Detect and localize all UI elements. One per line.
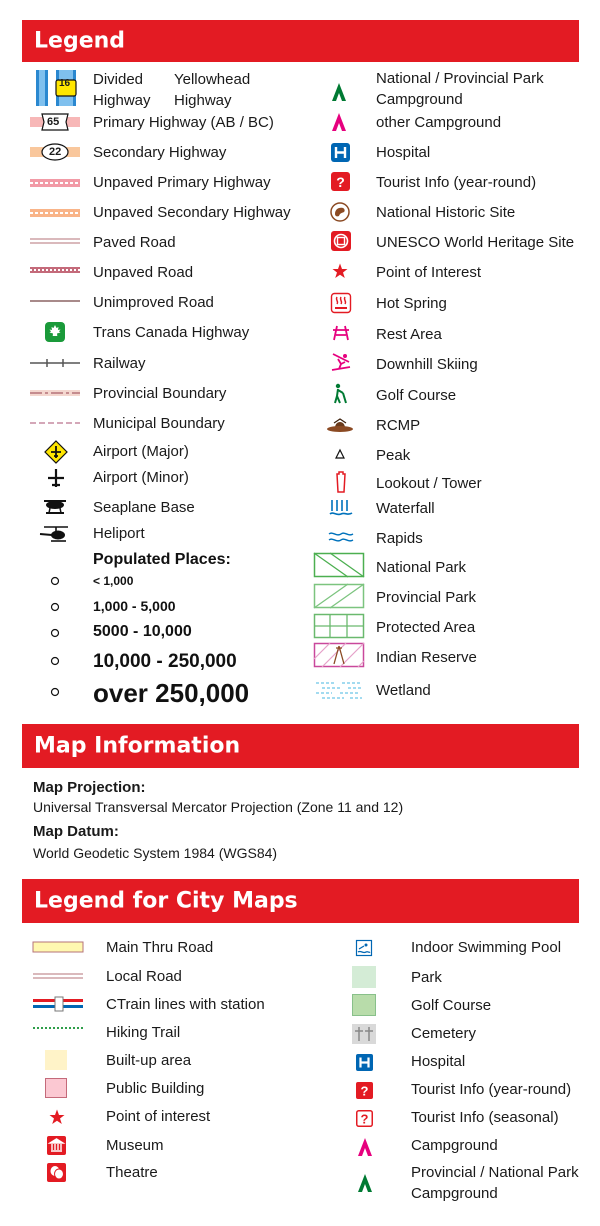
hot-spring-icon bbox=[331, 293, 351, 313]
seaplane-base-label: Seaplane Base bbox=[93, 499, 195, 516]
golf-course-label: Golf Course bbox=[411, 997, 492, 1014]
airport-major-label: Airport (Major) bbox=[93, 443, 189, 460]
main-thru-road-icon bbox=[33, 941, 83, 953]
yellowhead-label-1: Yellowhead bbox=[174, 71, 251, 88]
provincial-boundary-line-icon bbox=[30, 390, 80, 396]
populated-place-size-2: 1,000 - 5,000 bbox=[93, 598, 176, 614]
theatre-icon bbox=[47, 1163, 66, 1182]
provincial-boundary-label: Provincial Boundary bbox=[93, 385, 227, 402]
map-projection-value: Universal Transversal Mercator Projection (Zone 11 and 12) bbox=[33, 799, 404, 815]
park-campground-label-2: Campground bbox=[376, 91, 463, 108]
seaplane-base-icon bbox=[40, 496, 70, 518]
municipal-boundary-label: Municipal Boundary bbox=[93, 415, 225, 432]
unimproved-road-label: Unimproved Road bbox=[93, 294, 214, 311]
star-icon bbox=[332, 263, 348, 279]
local-road-label: Local Road bbox=[106, 968, 182, 985]
map-datum-value: World Geodetic System 1984 (WGS84) bbox=[33, 845, 278, 861]
hiking-trail-icon bbox=[33, 1026, 83, 1030]
unpaved-primary-label: Unpaved Primary Highway bbox=[93, 174, 271, 191]
unimproved-road-line-icon bbox=[30, 298, 80, 304]
point-of-interest-label: Point of interest bbox=[106, 1108, 211, 1125]
star-icon bbox=[49, 1109, 65, 1125]
unesco-site-label: UNESCO World Heritage Site bbox=[376, 234, 575, 251]
campground-label: Campground bbox=[411, 1137, 498, 1154]
unpaved-secondary-highway-line-icon bbox=[30, 208, 80, 218]
tourist-info-seasonal-label: Tourist Info (seasonal) bbox=[411, 1109, 559, 1126]
city-legend-banner bbox=[22, 879, 579, 923]
rcmp-label: RCMP bbox=[376, 417, 421, 434]
wetland-swatch-icon bbox=[314, 680, 364, 702]
secondary-shield-number: 22 bbox=[49, 146, 62, 158]
paved-road-label: Paved Road bbox=[93, 234, 176, 251]
heliport-icon bbox=[38, 524, 72, 544]
park-campground-icon bbox=[331, 82, 347, 102]
airport-minor-label: Airport (Minor) bbox=[93, 469, 189, 486]
unpaved-secondary-label: Unpaved Secondary Highway bbox=[93, 204, 291, 221]
protected-area-label: Protected Area bbox=[376, 619, 476, 636]
cemetery-icon bbox=[352, 1024, 376, 1044]
public-building-label: Public Building bbox=[106, 1080, 205, 1097]
golf-icon bbox=[332, 383, 350, 405]
peak-icon bbox=[335, 449, 345, 459]
map-information-title: Map Information bbox=[34, 733, 241, 759]
populated-place-size-5: over 250,000 bbox=[93, 678, 250, 708]
divided-highway-icon bbox=[34, 70, 82, 106]
rapids-label: Rapids bbox=[376, 530, 423, 547]
divided-label-2: Highway bbox=[93, 92, 151, 109]
national-park-swatch-icon bbox=[314, 553, 364, 577]
local-road-icon bbox=[33, 973, 83, 979]
museum-label: Museum bbox=[106, 1137, 164, 1154]
tourist-info-seasonal-icon bbox=[356, 1110, 373, 1127]
tourist-info-label: Tourist Info (year-round) bbox=[376, 174, 537, 191]
svg-text:?: ? bbox=[336, 174, 345, 190]
provincial-park-label: Provincial Park bbox=[376, 589, 477, 606]
golf-course-swatch-icon bbox=[352, 994, 376, 1016]
primary-shield-number: 65 bbox=[47, 116, 60, 128]
point-of-interest-label: Point of Interest bbox=[376, 264, 482, 281]
prov-national-campground-label-2: Campground bbox=[411, 1185, 498, 1202]
provincial-park-swatch-icon bbox=[314, 584, 364, 608]
wetland-label: Wetland bbox=[376, 682, 431, 699]
primary-highway-label: Primary Highway (AB / BC) bbox=[93, 114, 274, 131]
yellowhead-shield-number: 16 bbox=[59, 78, 71, 89]
secondary-highway-label: Secondary Highway bbox=[93, 144, 227, 161]
hospital-label: Hospital bbox=[376, 144, 431, 161]
tourist-info-year-round-label: Tourist Info (year-round) bbox=[411, 1081, 572, 1098]
rest-area-label: Rest Area bbox=[376, 326, 442, 343]
rapids-icon bbox=[328, 530, 354, 544]
map-information-banner bbox=[22, 724, 579, 768]
populated-place-dot-icon bbox=[50, 602, 60, 612]
indian-reserve-label: Indian Reserve bbox=[376, 649, 477, 666]
legend-banner bbox=[22, 20, 579, 62]
park-campground-icon bbox=[357, 1173, 373, 1193]
populated-places-heading: Populated Places: bbox=[93, 551, 231, 568]
populated-place-dot-icon bbox=[50, 656, 60, 666]
divided-label-1: Divided bbox=[93, 71, 144, 88]
swimming-pool-icon bbox=[356, 940, 372, 956]
railway-label: Railway bbox=[93, 355, 146, 372]
cemetery-label: Cemetery bbox=[411, 1025, 477, 1042]
park-campground-label-1: National / Provincial Park bbox=[376, 70, 544, 87]
map-datum-label: Map Datum: bbox=[33, 823, 119, 840]
campground-icon bbox=[331, 112, 347, 132]
rcmp-hat-icon bbox=[326, 417, 354, 433]
hot-spring-label: Hot Spring bbox=[376, 295, 447, 312]
populated-place-dot-icon bbox=[50, 576, 60, 586]
populated-place-size-3: 5000 - 10,000 bbox=[93, 623, 192, 640]
unesco-site-icon bbox=[331, 231, 351, 251]
populated-place-size-1: < 1,000 bbox=[93, 574, 134, 588]
park-swatch-icon bbox=[352, 966, 376, 988]
legend-title: Legend bbox=[34, 28, 126, 54]
unpaved-road-line-icon bbox=[30, 266, 80, 274]
waterfall-label: Waterfall bbox=[376, 500, 435, 517]
campground-icon bbox=[357, 1137, 373, 1157]
yellowhead-label-2: Highway bbox=[174, 92, 232, 109]
populated-place-dot-icon bbox=[50, 687, 60, 697]
municipal-boundary-line-icon bbox=[30, 421, 80, 425]
unpaved-road-label: Unpaved Road bbox=[93, 264, 194, 281]
ctrain-line-label: CTrain lines with station bbox=[106, 996, 265, 1013]
trans-canada-maple-leaf-icon bbox=[45, 322, 65, 342]
ctrain-line-icon bbox=[33, 997, 83, 1011]
tourist-info-icon bbox=[331, 172, 350, 191]
railway-line-icon bbox=[30, 358, 80, 368]
hospital-icon bbox=[331, 143, 350, 162]
theatre-label: Theatre bbox=[106, 1164, 158, 1181]
public-building-swatch-icon bbox=[45, 1078, 67, 1098]
lookout-tower-label: Lookout / Tower bbox=[376, 475, 482, 492]
park-label: Park bbox=[411, 969, 442, 986]
hospital-icon bbox=[356, 1054, 373, 1071]
airport-major-icon bbox=[44, 440, 68, 464]
hiking-trail-label: Hiking Trail bbox=[106, 1024, 181, 1041]
protected-area-swatch-icon bbox=[314, 614, 364, 638]
hospital-label: Hospital bbox=[411, 1053, 466, 1070]
museum-icon bbox=[47, 1136, 66, 1155]
other-campground-label: other Campground bbox=[376, 114, 502, 131]
downhill-skiing-label: Downhill Skiing bbox=[376, 356, 478, 373]
svg-text:?: ? bbox=[360, 1083, 369, 1099]
downhill-skiing-icon bbox=[330, 353, 352, 373]
national-park-label: National Park bbox=[376, 559, 467, 576]
indian-reserve-swatch-icon bbox=[314, 643, 364, 667]
swimming-pool-label: Indoor Swimming Pool bbox=[411, 939, 562, 956]
national-historic-site-label: National Historic Site bbox=[376, 204, 516, 221]
prov-national-campground-label-1: Provincial / National Park bbox=[411, 1164, 579, 1181]
golf-course-label: Golf Course bbox=[376, 387, 457, 404]
peak-label: Peak bbox=[376, 447, 411, 464]
heliport-label: Heliport bbox=[93, 525, 145, 542]
main-thru-road-label: Main Thru Road bbox=[106, 939, 214, 956]
built-up-area-swatch-icon bbox=[45, 1050, 67, 1070]
populated-place-size-4: 10,000 - 250,000 bbox=[93, 651, 237, 672]
paved-road-line-icon bbox=[30, 237, 80, 245]
populated-place-dot-icon bbox=[50, 628, 60, 638]
trans-canada-label: Trans Canada Highway bbox=[93, 324, 250, 341]
waterfall-icon bbox=[329, 499, 353, 517]
lookout-tower-icon bbox=[334, 470, 348, 494]
built-up-area-label: Built-up area bbox=[106, 1052, 192, 1069]
map-projection-label: Map Projection: bbox=[33, 779, 146, 796]
rest-area-icon bbox=[331, 325, 351, 341]
city-legend-title: Legend for City Maps bbox=[34, 888, 298, 914]
svg-text:?: ? bbox=[360, 1111, 369, 1127]
airport-minor-icon bbox=[45, 467, 67, 489]
unpaved-primary-highway-line-icon bbox=[30, 178, 80, 188]
national-historic-site-icon bbox=[330, 202, 350, 222]
tourist-info-icon bbox=[356, 1082, 373, 1099]
